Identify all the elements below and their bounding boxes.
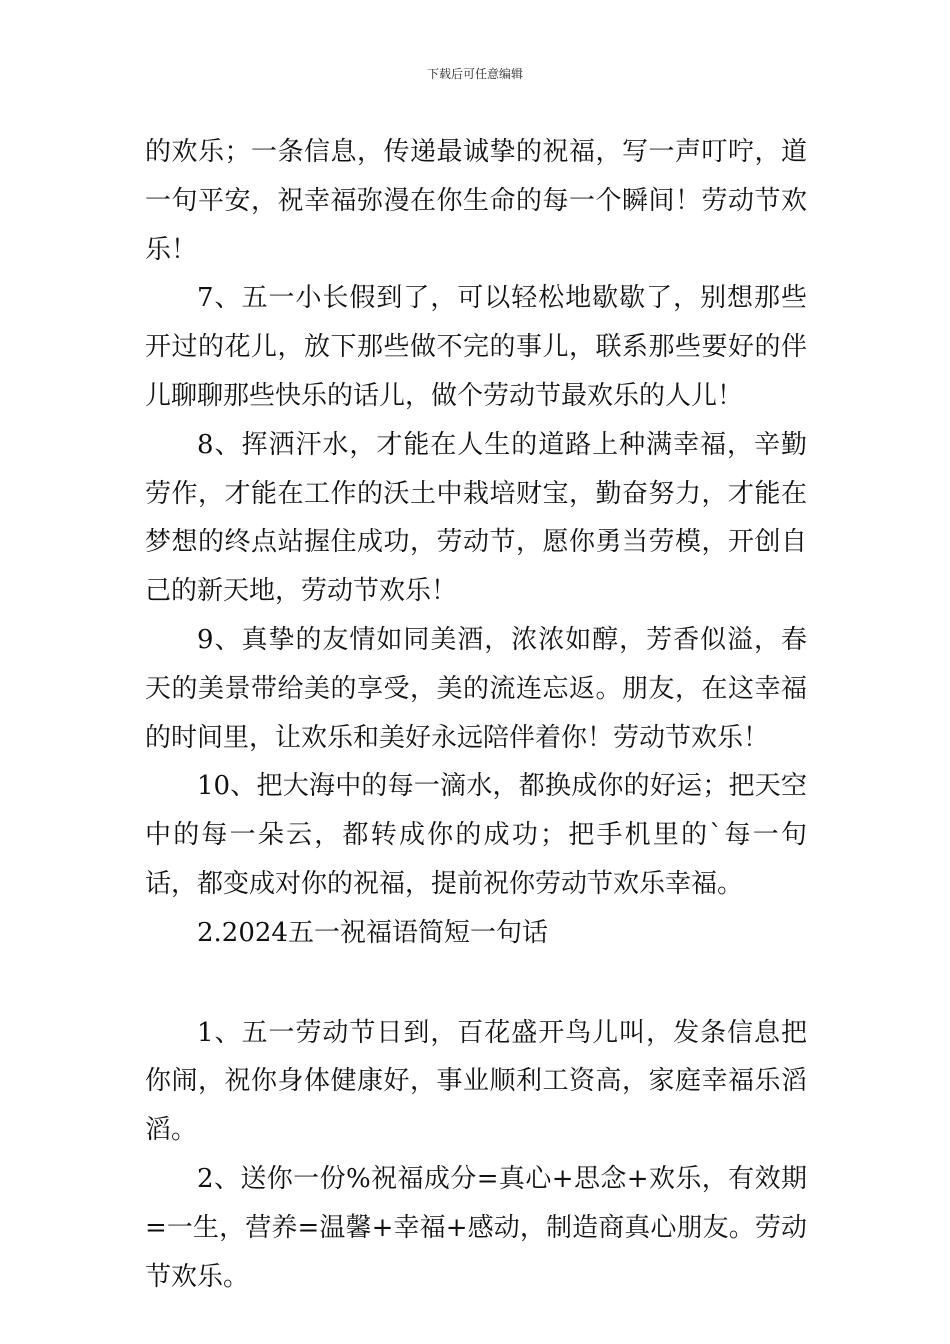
section-item-1: 1、五一劳动节日到，百花盛开鸟儿叫，发条信息把你闹，祝你身体健康好，事业顺利工资高，家庭幸福乐滔滔。	[145, 1017, 807, 1146]
paragraph-item-8: 8、挥洒汗水，才能在人生的道路上种满幸福，辛勤劳作，才能在工作的沃土中栽培财宝，勤奋努力，才能在梦想的终点站握住成功，劳动节，愿你勇当劳模，开创自己的新天地，劳动节欢乐！	[145, 429, 807, 607]
section-item-2: 2、送你一份%祝福成分=真心+思念+欢乐，有效期=一生，营养=温馨+幸福+感动，制造商真心朋友。劳动节欢乐。	[145, 1163, 807, 1292]
page-header: 下载后可任意编辑	[426, 67, 523, 81]
section-spacer	[145, 958, 807, 1009]
section-heading: 2.2024五一祝福语简短一句话	[197, 917, 548, 948]
paragraph-continued: 的欢乐；一条信息，传递最诚挚的祝福，写一声叮咛，道一句平安，祝幸福弥漫在你生命的每一个瞬间！劳动节欢乐！	[145, 137, 807, 265]
paragraph-item-9: 9、真挚的友情如同美酒，浓浓如醇，芳香似溢，春天的美景带给美的享受，美的流连忘返。朋友，在这幸福的时间里，让欢乐和美好永远陪伴着你！劳动节欢乐！	[145, 624, 807, 753]
document-body	[145, 128, 807, 1301]
paragraph-item-10: 10、把大海中的每一滴水，都换成你的好运；把天空中的每一朵云，都转成你的成功；把手机里的`每一句话，都变成对你的祝福，提前祝你劳动节欢乐幸福。	[145, 771, 807, 899]
paragraph-item-7: 7、五一小长假到了，可以轻松地歇歇了，别想那些开过的花儿，放下那些做不完的事儿，联系那些要好的伴儿聊聊那些快乐的话儿，做个劳动节最欢乐的人儿！	[145, 283, 807, 411]
